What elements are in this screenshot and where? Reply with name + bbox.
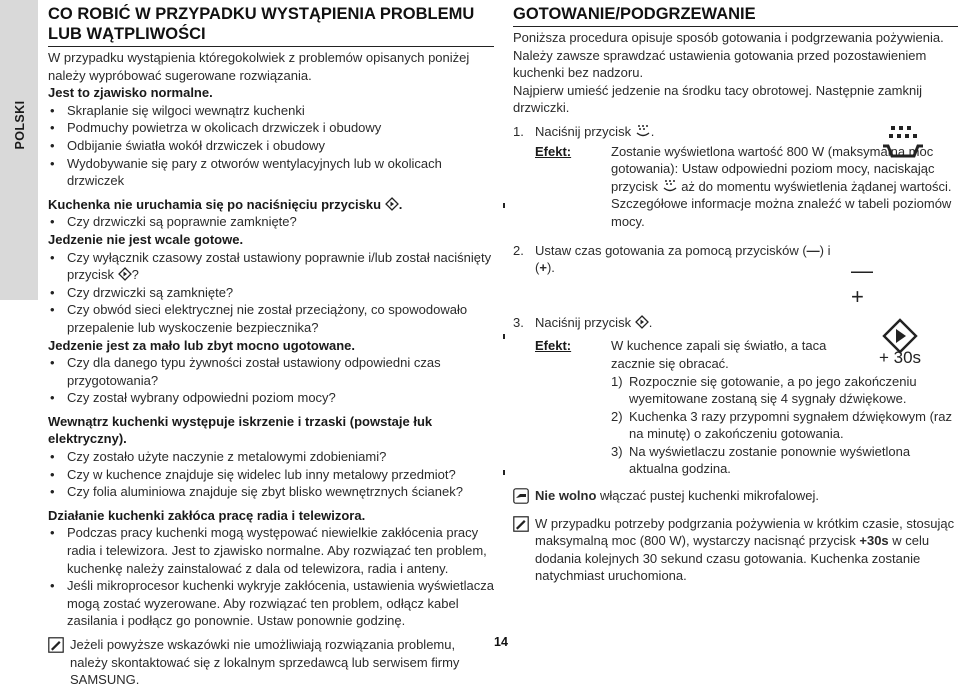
troubleshooting-intro: W przypadku wystąpienia któregokolwiek z problemów opisanych poniżej należy wypróbować sugerowane rozwiązania. [48, 50, 470, 83]
empty-oven-warning: Nie wolno włączać pustej kuchenki mikrofalowej. [513, 487, 958, 505]
section-not-cooked-heading: Jedzenie nie jest wcale gotowe. [48, 231, 244, 247]
list-item: • Czy w kuchence znajduje się widelec lub inny metalowy przedmiot? [48, 466, 494, 484]
section-normal-heading: Jest to zjawisko normalne. [48, 85, 213, 101]
note-pencil-icon [513, 516, 529, 532]
start-icon [118, 267, 132, 281]
microwave-power-icon [635, 124, 651, 138]
section-cook-level-heading: Jedzenie jest za mało lub zbyt mocno ugotowane. [48, 337, 355, 353]
list-item: • Podczas pracy kuchenki mogą występować niewielkie zakłócenia pracy radia i telewizora. Jest to zjawisko normalne. Aby rozwiązać ten problem, kuchenkę należy zainstalować z dala od telewizora, radia i anteny. [48, 524, 494, 577]
plus30-label: + 30s [879, 348, 922, 367]
section-interference-heading: Działanie kuchenki zakłóca pracę radia i telewizora. [48, 507, 366, 523]
list-item: • Skraplanie się wilgoci wewnątrz kuchenki [48, 102, 494, 120]
step-3-effect: Efekt: W kuchence zapali się światło, a taca zacznie się obracać. [535, 338, 827, 371]
list-item: • Odbijanie światła wokół drzwiczek i obudowy [48, 137, 494, 155]
language-tab-label: POLSKI [13, 100, 27, 150]
start-icon [385, 197, 399, 211]
title-divider [513, 26, 958, 27]
section-normal-list [48, 102, 494, 190]
cooking-intro-3: Najpierw umieść jedzenie na środku tacy obrotowej. Następnie zamknij drzwiczki. [513, 82, 922, 116]
list-item: • Czy wyłącznik czasowy został ustawiony poprawnie i/lub został naciśnięty przycisk ? [48, 249, 494, 284]
section-no-start-heading: Kuchenka nie uruchamia się po naciśnięciu przycisku . [48, 196, 403, 212]
step-3: 3. Naciśnij przycisk . [513, 314, 653, 330]
plus30-note: W przypadku potrzeby podgrzania pożywienia w krótkim czasie, stosując maksymalną moc (800 W), wystarczy nacisnąć przycisk +30s w celu dodania kolejnych 30 sekund czasu gotowania. Kuchenka zostanie natychmiast uruchomiona. [513, 515, 958, 585]
step-1-effect: Efekt: Zostanie wyświetlona wartość 800 W (maksymalna moc gotowania): Ustaw odpowiedni poziom mocy, naciskając przycisk aż do momentu wyświetlenia żądanej wartości. Szczegółowe informacje można znaleźć w tabeli poziomów mocy. [535, 143, 952, 229]
time-buttons [851, 258, 960, 310]
cooking-intro-1: Poniższa procedura opisuje sposób gotowania i podgrzewania pożywienia. [513, 30, 944, 45]
cooking-intro-2: Należy zawsze sprawdzać ustawienia gotowania przed pozostawieniem kuchenki bez nadzoru. [513, 47, 927, 81]
page-number: 14 [494, 635, 508, 649]
list-item: • Podmuchy powietrza w okolicach drzwiczek i obudowy [48, 119, 494, 137]
language-tab [0, 0, 38, 300]
list-item: • Jeśli mikroprocesor kuchenki wykryje zakłócenia, ustawienia wyświetlacza mogą zostać wyzerowane. Aby rozwiązać ten problem, odłącz kabel zasilania i podłącz go ponownie. Ustaw ponownie godzinę. [48, 577, 494, 630]
note-pencil-icon [48, 637, 64, 653]
cooking-title: GOTOWANIE/PODGRZEWANIE [513, 5, 756, 23]
list-item: • Czy obwód sieci elektrycznej nie został przeciążony, co spowodowało przepalenie lub wyskoczenie bezpiecznika? [48, 301, 494, 336]
warning-hand-icon [513, 488, 529, 504]
microwave-steam-icon [880, 124, 926, 164]
troubleshooting-column [48, 4, 494, 689]
troubleshooting-title: CO ROBIĆ W PRZYPADKU WYSTĄPIENIA PROBLEMU LUB WĄTPLIWOŚCI [48, 5, 475, 43]
list-item: • Wydobywanie się pary z otworów wentylacyjnych lub w okolicach drzwiczek [48, 155, 494, 190]
service-note: Jeżeli powyższe wskazówki nie umożliwiają rozwiązania problemu, należy skontaktować się z lokalnym sprzedawcą lub serwisem firmy SAMSUNG. [48, 636, 494, 689]
title-divider [48, 46, 494, 47]
microwave-power-icon [662, 179, 678, 193]
step-1: 1. Naciśnij przycisk . [513, 123, 655, 139]
list-item: • Czy został wybrany odpowiedni poziom mocy? [48, 389, 494, 407]
list-item: • Czy drzwiczki są poprawnie zamknięte? [48, 213, 494, 231]
minus-button: — [851, 258, 873, 283]
section-arcing-heading: Wewnątrz kuchenki występuje iskrzenie i trzaski (powstaje łuk elektryczny). [48, 413, 433, 447]
list-item: • Czy drzwiczki są zamknięte? [48, 284, 494, 302]
list-item: • Czy zostało użyte naczynie z metalowymi zdobieniami? [48, 448, 494, 466]
start-icon [635, 315, 649, 329]
list-item: • Czy folia aluminiowa znajduje się zbyt blisko wewnętrznych ścianek? [48, 483, 494, 501]
step-3-sub-2: 2) Kuchenka 3 razy przypomni sygnałem dźwiękowym (raz na minutę) o zakończeniu gotowania. [611, 408, 952, 442]
plus-button: + [851, 284, 864, 309]
step-3-sub-3: 3) Na wyświetlaczu zostanie ponownie wyświetlona aktualna godzina. [611, 443, 911, 477]
list-item: • Czy dla danego typu żywności został ustawiony odpowiedni czas przygotowania? [48, 354, 494, 389]
step-2: 2. Ustaw czas gotowania za pomocą przycisków (—) i (+). [513, 242, 831, 276]
column-marker [503, 470, 505, 475]
column-marker [503, 203, 505, 208]
column-marker [503, 334, 505, 339]
step-3-sub-1: 1) Rozpocznie się gotowanie, a po jego zakończeniu wyemitowane zostaną się 4 sygnały dźwiękowe. [611, 373, 917, 407]
